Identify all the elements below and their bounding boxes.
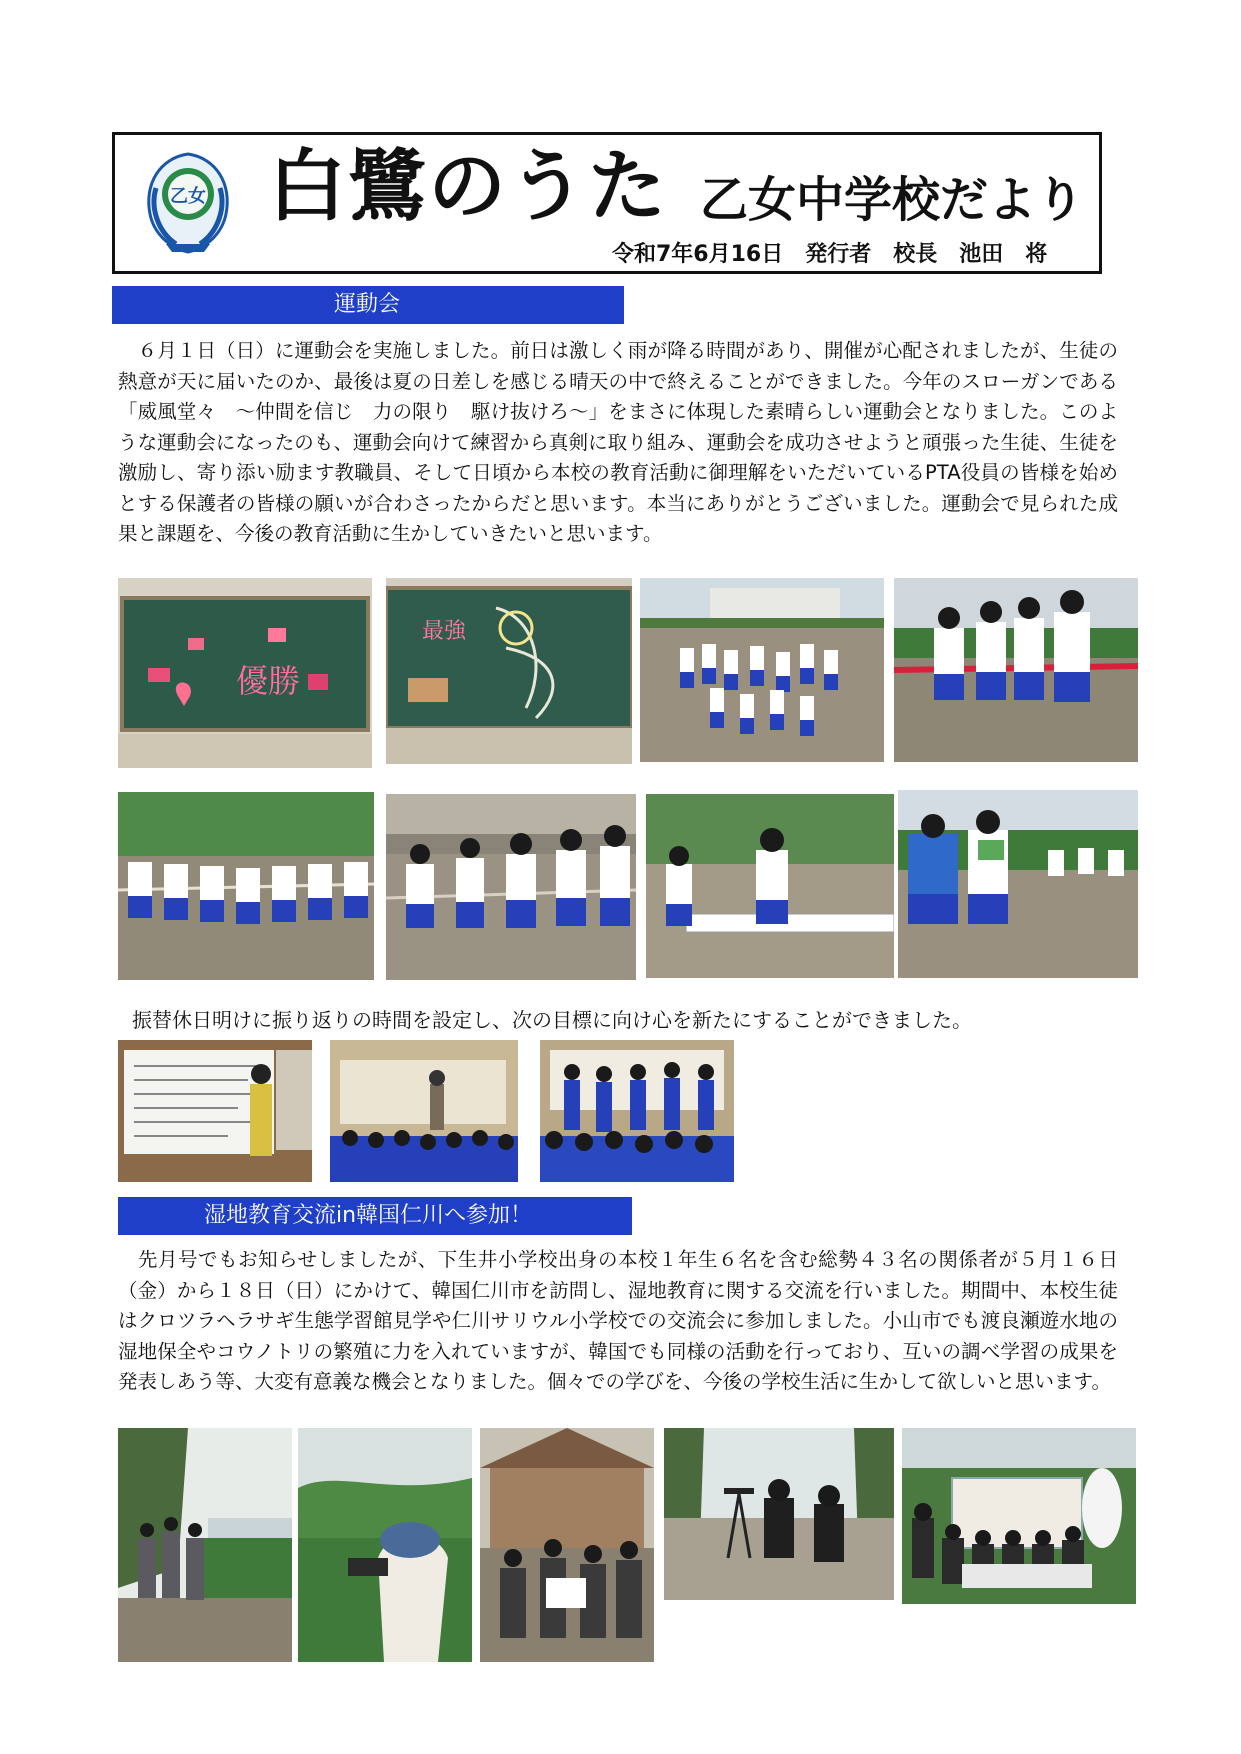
photo-student-binoculars (298, 1428, 472, 1662)
sports-day-paragraph: ６月１日（日）に運動会を実施しました。前日は激しく雨が降る時間があり、開催が心配されましたが、生徒の熱意が天に届いたのか、最後は夏の日差しを感じる晴天の中で終えることができました。今年のスローガンである「威風堂々 ～仲間を信じ 力の限り 駆け抜けろ～」をまさに体現した素晴らしい運動会となりました。このような運動会になったのも、運動会向けて練習から真剣に取り組み、運動会を成功させようと頑張った生徒、生徒を激励し、寄り添い励ます教職員、そして日頃から本校の教育活動に御理解をいただいているPTA役員の皆様を始めとする保護者の皆様の願いが合わさったからだと思います。本当にありがとうございました。運動会で見られた成果と課題を、今後の教育活動に生かしていきたいと思います。 (118, 339, 1118, 545)
photo-tug-of-war-line (118, 792, 374, 980)
reflection-text: 振替休日明けに振り返りの時間を設定し、次の目標に向け心を新たにすることができました。 (132, 1008, 972, 1032)
photo-reflection-presentation (540, 1040, 734, 1182)
svg-text:最強: 最強 (422, 619, 467, 644)
photo-tug-of-war-team (386, 794, 636, 980)
issue-date: 令和7年6月16日 (612, 242, 784, 267)
photo-relay-run (898, 790, 1138, 978)
publisher-name: 池田 将 (959, 242, 1048, 267)
wetland-exchange-paragraph: 先月号でもお知らせしましたが、下生井小学校出身の本校１年生６名を含む総勢４３名の関係者が５月１６日（金）から１８日（日）にかけて、韓国仁川市を訪問し、湿地教育に関する交流を行いました。期間中、本校生徒はクロツラヘラサギ生態学習館見学や仁川サリウル小学校での交流会に参加しました。小山市でも渡良瀬遊水地の湿地保全やコウノトリの繁殖に力を入れていますが、韓国でも同様の活動を行っており、互いの調べ学習の成果を発表しあう等、大変有意義な機会となりました。個々での学びを、今後の学校生活に生かして欲しいと思います。 (118, 1248, 1118, 1393)
photo-reflection-classroom (330, 1040, 518, 1182)
photo-shelter-group (480, 1428, 654, 1662)
newsletter-subtitle: 乙女中学校だより (700, 172, 1085, 228)
section-heading-sports-day: 運動会 (112, 286, 624, 324)
photo-wetland-observation (118, 1428, 292, 1662)
svg-text:優勝: 優勝 (235, 662, 301, 700)
newsletter-title: 白鷺のうた (268, 142, 669, 232)
svg-text:乙女: 乙女 (170, 186, 206, 207)
photo-relay-finish (646, 794, 894, 978)
issue-info (612, 244, 1047, 266)
photo-group-dance (640, 578, 884, 762)
photo-chalkboard-drawing (386, 578, 632, 764)
section-heading-wetland-exchange: 湿地教育交流in韓国仁川へ参加！ (118, 1197, 632, 1235)
photo-telescope-viewing (664, 1428, 894, 1600)
photo-group-banner (902, 1428, 1136, 1604)
photo-chalkboard-victory (118, 578, 372, 768)
photo-reflection-whiteboard (118, 1040, 312, 1182)
school-emblem-icon (136, 148, 240, 256)
publisher-role: 校長 (893, 242, 938, 267)
photo-tug-of-war-closeup (894, 578, 1138, 762)
publisher-label: 発行者 (805, 242, 872, 267)
